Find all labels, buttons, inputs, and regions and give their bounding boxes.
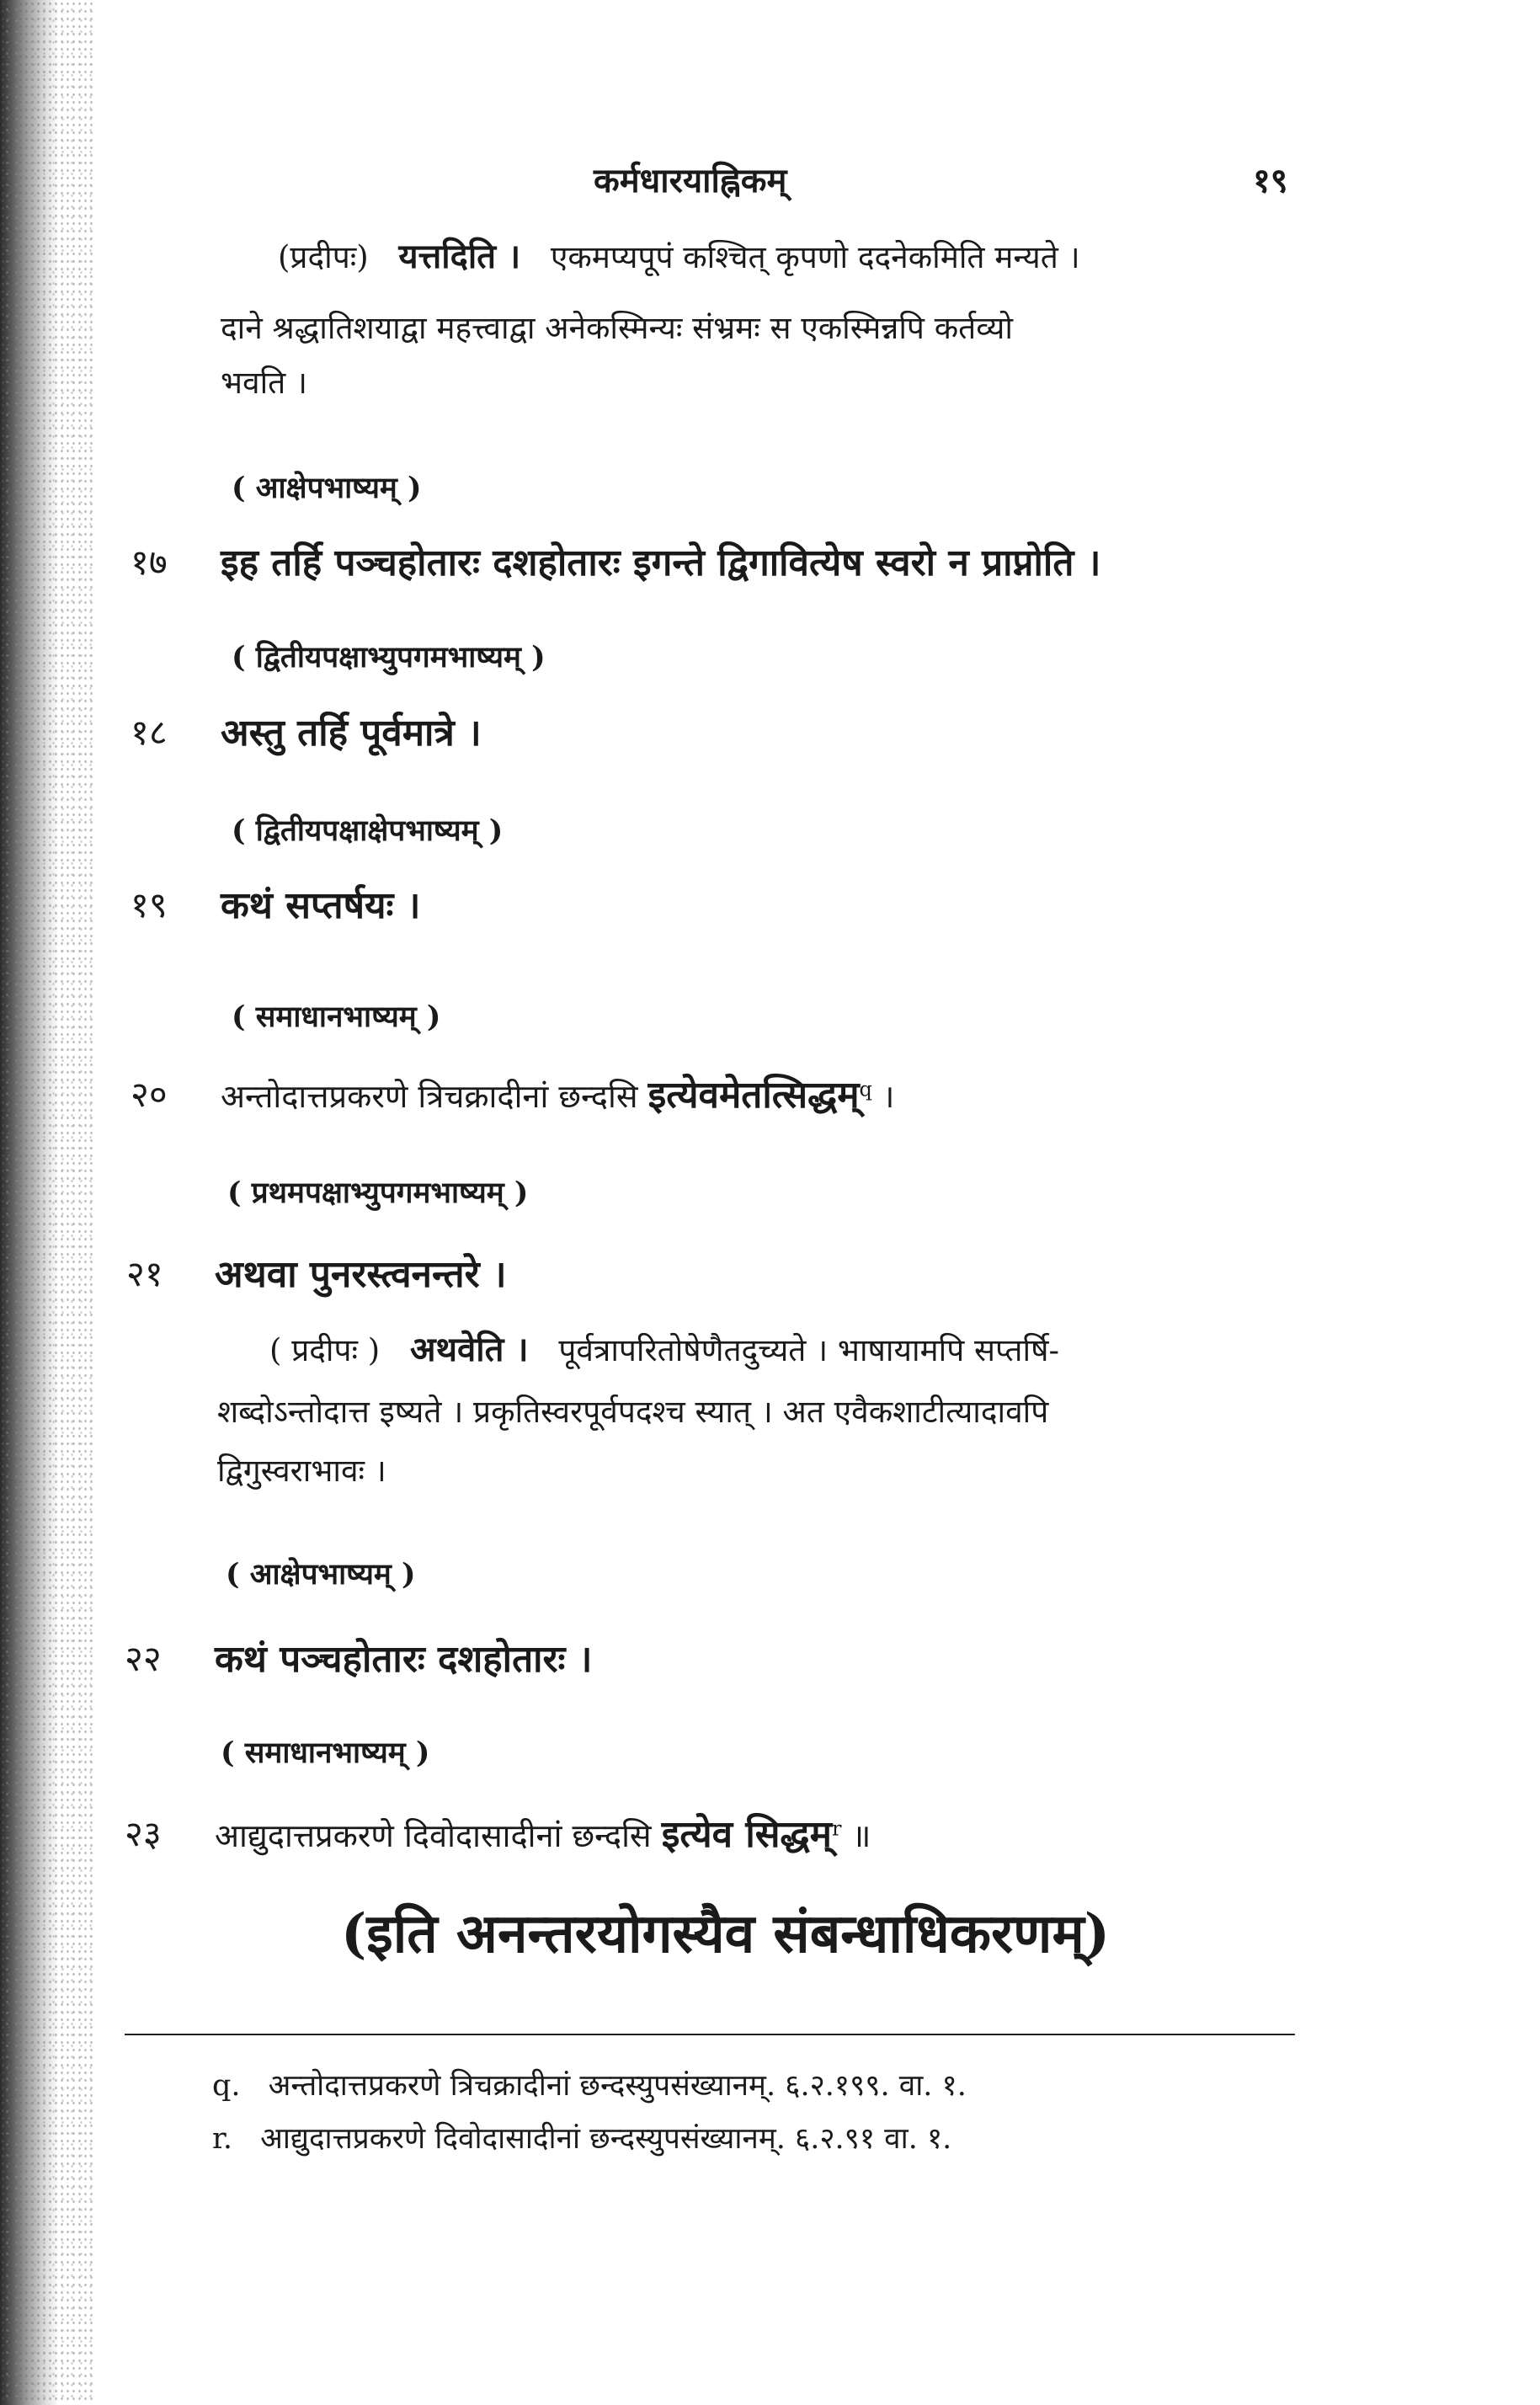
footnote-text: आद्युदात्तप्रकरणे दिवोदासादीनां छन्दस्युपसंख्यानम्. ६.२.९१ वा. १. <box>260 2122 952 2156</box>
footnote-text: अन्तोदात्तप्रकरणे त्रिचक्रादीनां छन्दस्युपसंख्यानम्. ६.२.१९९. वा. १. <box>268 2069 967 2103</box>
commentary-1-line-3: भवति । <box>221 365 308 401</box>
section-heading: ( समाधानभाष्यम् ) <box>232 1000 441 1034</box>
commentary-label: (प्रदीपः) <box>278 239 369 275</box>
footnote-divider <box>125 2034 1295 2035</box>
commentary-keyword: यत्तदिति । <box>398 237 521 276</box>
sutra-number: १७ <box>131 541 168 583</box>
footnote <box>212 2118 951 2157</box>
running-title: कर्मधारयाह्निकम् <box>594 161 787 200</box>
sutra-number: २० <box>131 1074 168 1115</box>
sutra-text: इह तर्हि पञ्चहोतारः दशहोतारः इगन्ते द्विगावित्येष स्वरो न प्राप्नोति । <box>221 541 1101 584</box>
footnote <box>212 2065 967 2104</box>
sutra-text-emphasis: इत्येवमेतत्सिद्धम् <box>647 1074 860 1117</box>
section-heading: ( प्रथमपक्षाभ्युपगमभाष्यम् ) <box>227 1176 529 1210</box>
commentary-2-line-1 <box>269 1320 1059 1380</box>
sutra-text: अस्तु तर्हि पूर्वमात्रे । <box>221 712 482 755</box>
section-heading: ( आक्षेपभाष्यम् ) <box>226 1557 416 1592</box>
sutra-text-emphasis: इत्येव सिद्धम् <box>661 1813 832 1856</box>
commentary-2-line-3: द्विगुस्वराभावः । <box>217 1453 386 1489</box>
sutra-text-end: । <box>871 1078 895 1115</box>
section-closing-title: (इति अनन्तरयोगस्यैव संबन्धाधिकरणम्) <box>341 1902 1110 1965</box>
sutra-text-end: ॥ <box>841 1817 871 1854</box>
sutra-text <box>221 1068 894 1118</box>
section-heading: ( द्वितीयपक्षाभ्युपगमभाष्यम् ) <box>232 640 546 675</box>
sutra-text-part: अन्तोदात्तप्रकरणे त्रिचक्रादीनां छन्दसि <box>221 1078 638 1115</box>
section-heading: ( द्वितीयपक्षाक्षेपभाष्यम् ) <box>232 813 504 848</box>
commentary-1-line-1 <box>278 227 1080 287</box>
commentary-1-line-2: दाने श्रद्धातिशयाद्वा महत्त्वाद्वा अनेकस्मिन्यः संभ्रमः स एकस्मिन्नपि कर्तव्यो <box>221 310 1013 346</box>
commentary-text: पूर्वत्रापरितोषेणैतदुच्यते । भाषायामपि सप्तर्षि- <box>558 1332 1059 1368</box>
commentary-keyword: अथवेति । <box>409 1330 529 1369</box>
section-heading: ( आक्षेपभाष्यम् ) <box>232 471 422 505</box>
sutra-text: कथं पञ्चहोतारः दशहोतारः । <box>215 1638 593 1681</box>
page-number: १९ <box>1253 161 1288 200</box>
sutra-text <box>215 1807 871 1858</box>
sutra-text: कथं सप्तर्षयः । <box>221 884 421 927</box>
footnote-marker: q <box>859 1077 872 1101</box>
sutra-text: अथवा पुनरस्त्वनन्तरे । <box>215 1253 507 1296</box>
page-gutter-speckle <box>0 0 93 2405</box>
sutra-number: २३ <box>125 1813 162 1854</box>
footnote-marker: r <box>832 1816 842 1841</box>
commentary-text: एकमप्यपूपं कश्चित् कृपणो ददनेकमिति मन्यते । <box>550 239 1080 275</box>
sutra-number: १८ <box>131 712 168 753</box>
footnote-mark: r. <box>212 2122 233 2156</box>
section-heading: ( समाधानभाष्यम् ) <box>221 1736 430 1770</box>
sutra-number: २१ <box>126 1253 163 1294</box>
sutra-number: २२ <box>125 1638 162 1679</box>
footnote-mark: q. <box>212 2069 241 2103</box>
commentary-2-line-2: शब्दोऽन्तोदात्त इष्यते । प्रकृतिस्वरपूर्वपदश्च स्यात् । अत एवैकशाटीत्यादावपि <box>217 1394 1049 1430</box>
sutra-number: १९ <box>131 884 168 925</box>
commentary-label: ( प्रदीपः ) <box>269 1332 381 1368</box>
sutra-text-part: आद्युदात्तप्रकरणे दिवोदासादीनां छन्दसि <box>215 1817 652 1854</box>
